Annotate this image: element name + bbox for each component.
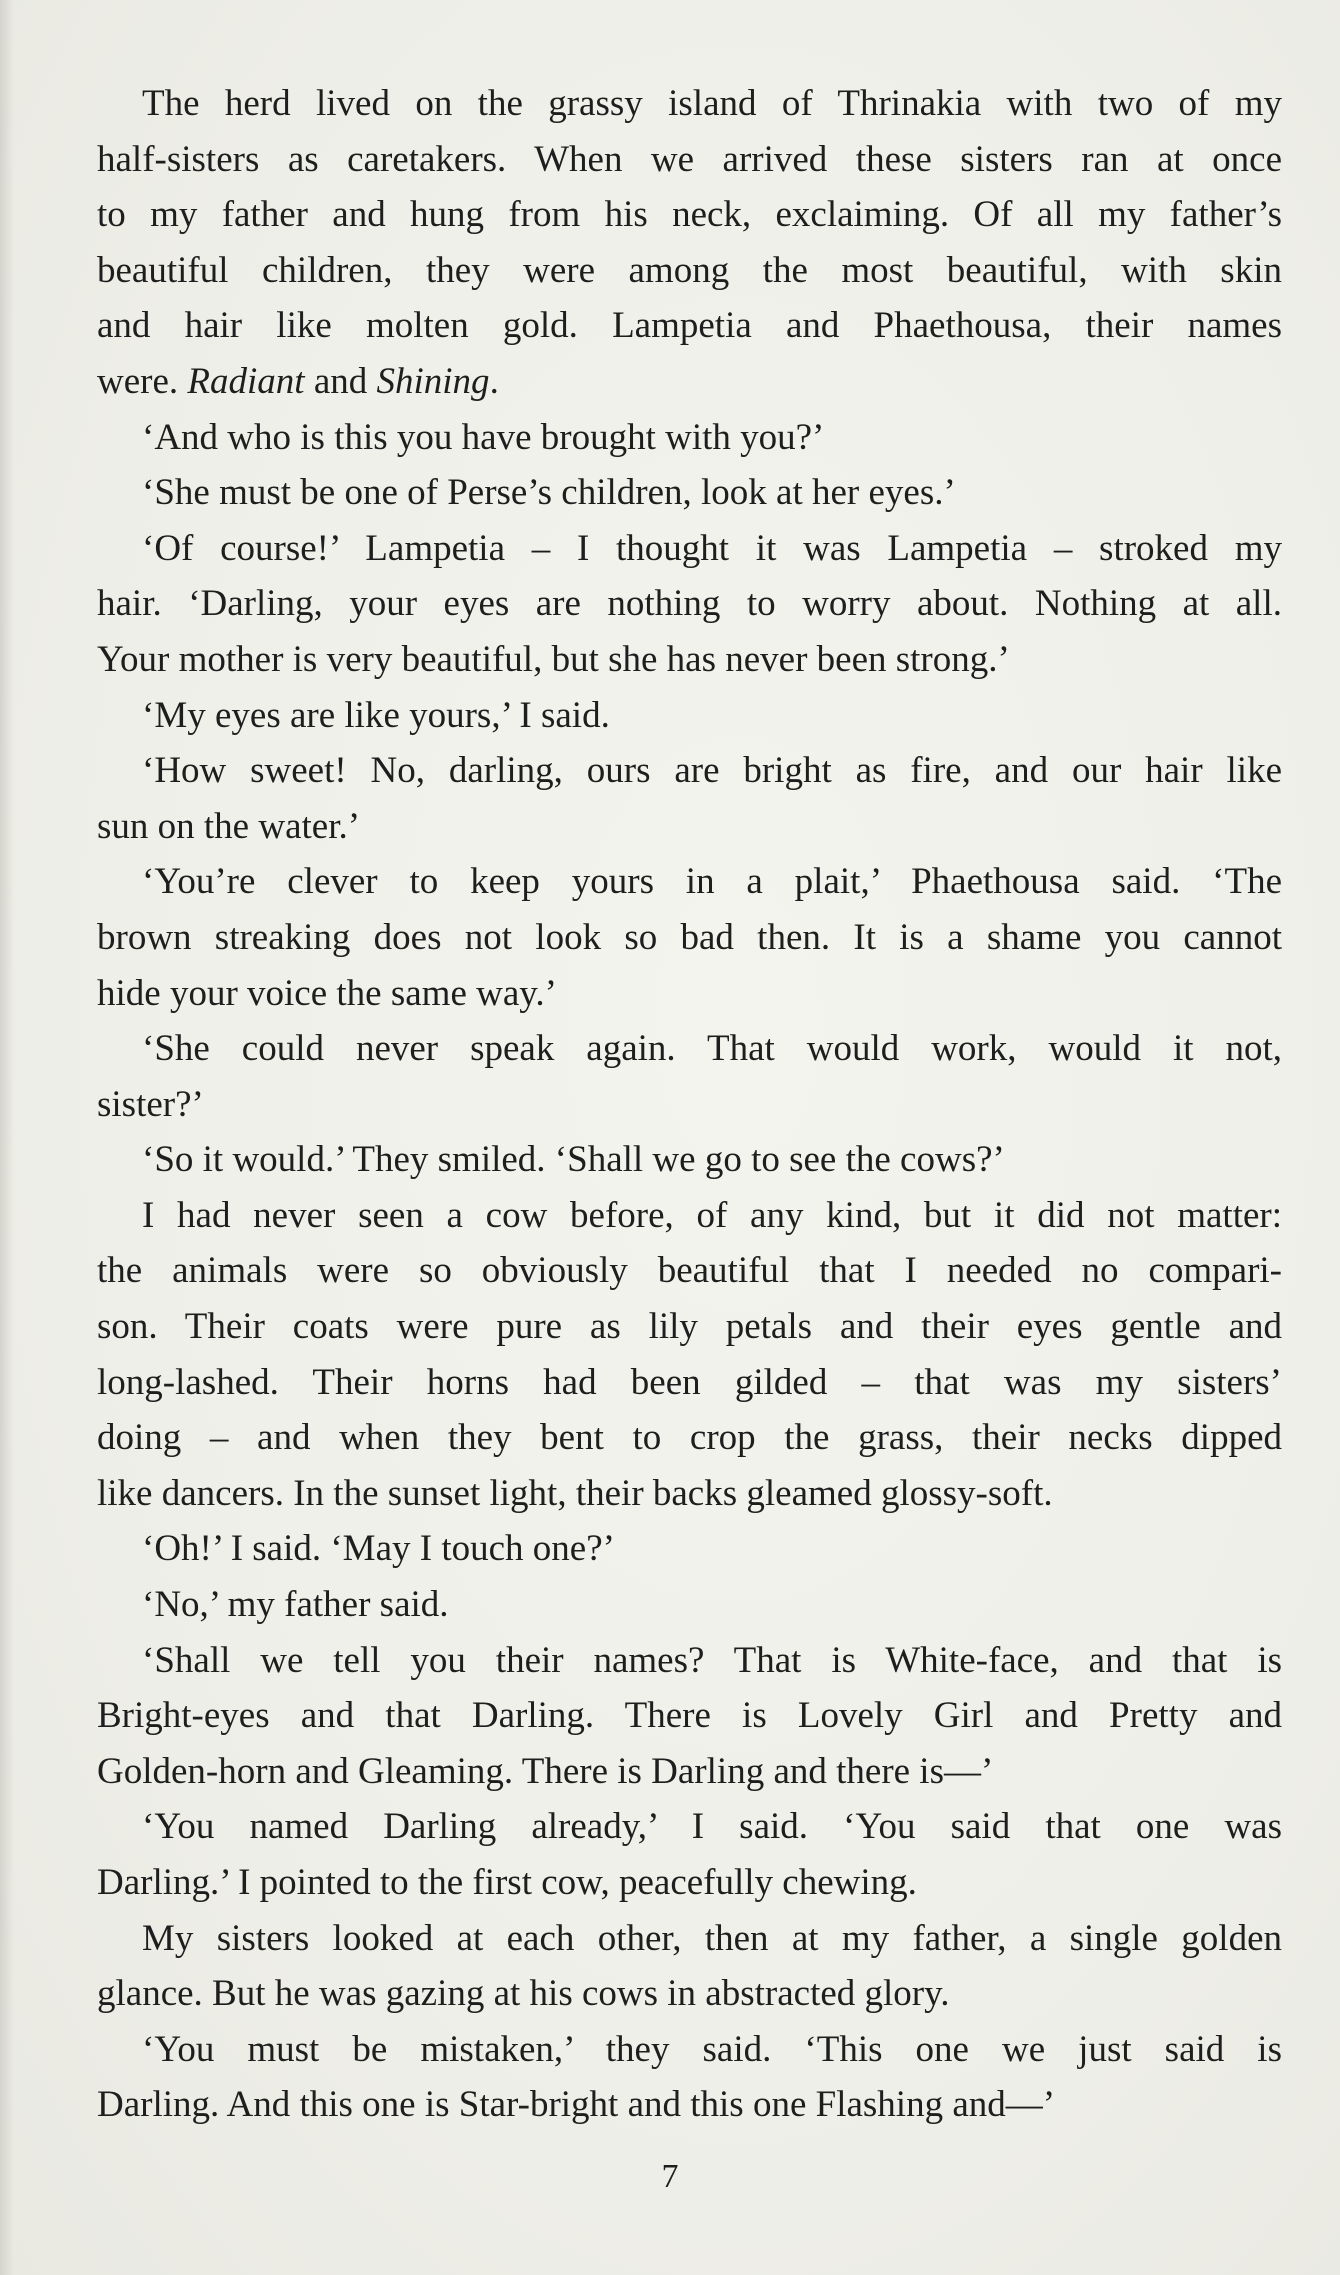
body-text (97, 76, 1282, 2133)
text-line: My sisters looked at each other, then at my father, a single golden (142, 1917, 1282, 1959)
text-line: ‘She must be one of Perse’s children, look at her eyes.’ (142, 472, 956, 514)
text-line: ‘No,’ my father said. (142, 1584, 449, 1626)
text-line: ‘How sweet! No, darling, ours are bright as fire, and our hair like (142, 750, 1282, 792)
text-line: the animals were so obviously beautiful that I needed no compari- (97, 1250, 1282, 1292)
text-line: long-lashed. Their horns had been gilded – that was my sisters’ (97, 1361, 1282, 1403)
text-line: hair. ‘Darling, your eyes are nothing to worry about. Nothing at all. (97, 583, 1282, 625)
text-line: brown streaking does not look so bad then. It is a shame you cannot (97, 916, 1282, 958)
page-number: 7 (661, 2158, 679, 2195)
text-line: beautiful children, they were among the most beautiful, with skin (97, 249, 1282, 291)
text-line: like dancers. In the sunset light, their backs gleamed glossy-soft. (97, 1472, 1053, 1514)
text-line: ‘Of course!’ Lampetia – I thought it was Lampetia – stroked my (142, 527, 1282, 569)
text-line: The herd lived on the grassy island of Thrinakia with two of my (142, 83, 1282, 124)
text-line: ‘Oh!’ I said. ‘May I touch one?’ (142, 1528, 615, 1570)
text-line: son. Their coats were pure as lily petals and their eyes gentle and (97, 1306, 1282, 1348)
text-line: ‘My eyes are like yours,’ I said. (142, 694, 610, 736)
text-line: and hair like molten gold. Lampetia and Phaethousa, their names (97, 305, 1282, 347)
page-edge-shadow (0, 0, 14, 2275)
text-line: hide your voice the same way.’ (97, 972, 557, 1014)
italic-word: Radiant (187, 360, 305, 402)
text-line: ‘So it would.’ They smiled. ‘Shall we go to see the cows?’ (142, 1139, 1005, 1181)
text-line: glance. But he was gazing at his cows in abstracted glory. (97, 1973, 950, 2015)
text-line: ‘And who is this you have brought with you?’ (142, 416, 825, 458)
text-line: Your mother is very beautiful, but she has never been strong.’ (97, 638, 1010, 680)
text-line: ‘You must be mistaken,’ they said. ‘This one we just said is (142, 2028, 1282, 2070)
italic-word: Shining (376, 360, 490, 402)
text-line: doing – and when they bent to crop the grass, their necks dipped (97, 1417, 1282, 1459)
text-line: ‘You named Darling already,’ I said. ‘You said that one was (142, 1806, 1282, 1848)
text-line: half-sisters as caretakers. When we arrived these sisters ran at once (97, 138, 1282, 180)
text-line: ‘She could never speak again. That would work, would it not, (142, 1028, 1282, 1070)
text-line: Bright-eyes and that Darling. There is Lovely Girl and Pretty and (97, 1695, 1282, 1737)
text-line: Darling. And this one is Star-bright and this one Flashing and—’ (97, 2084, 1056, 2126)
text-line: ‘Shall we tell you their names? That is White-face, and that is (142, 1639, 1282, 1681)
text-line: I had never seen a cow before, of any kind, but it did not matter: (142, 1194, 1282, 1236)
text-line: Golden-horn and Gleaming. There is Darling and there is—’ (97, 1750, 994, 1792)
text-line: sister?’ (97, 1083, 204, 1125)
text-line: Darling.’ I pointed to the first cow, peacefully chewing. (97, 1862, 917, 1903)
text-line: were. Radiant and Shining. (97, 360, 499, 402)
text-line: sun on the water.’ (97, 805, 361, 847)
text-line: to my father and hung from his neck, exclaiming. Of all my father’s (97, 194, 1282, 236)
text-line: ‘You’re clever to keep yours in a plait,’ Phaethousa said. ‘The (142, 861, 1282, 903)
